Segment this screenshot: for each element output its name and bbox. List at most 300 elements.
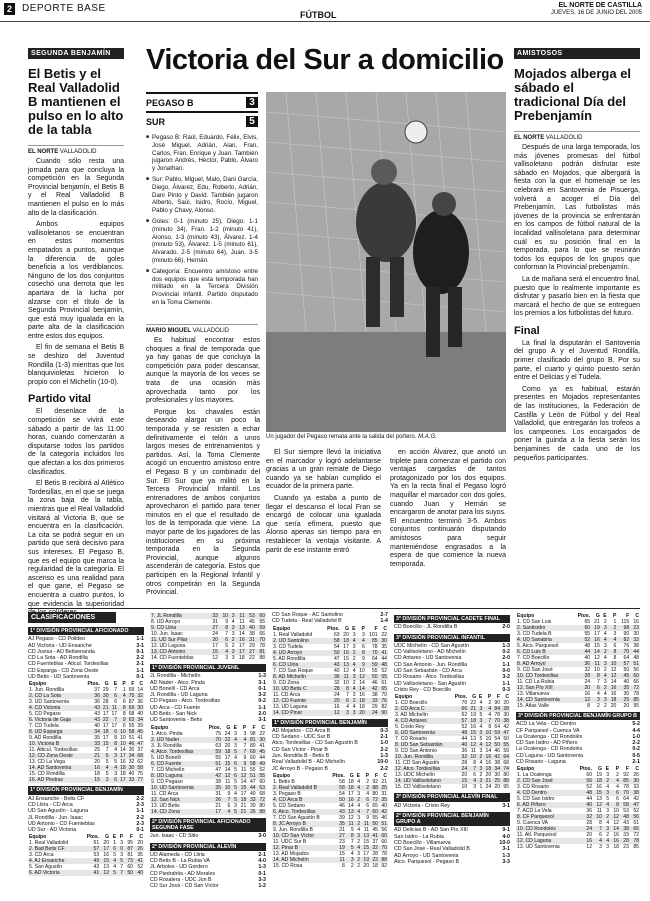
table-cell: 3 xyxy=(243,730,247,737)
table-cell: 17 xyxy=(120,753,126,760)
table-cell: 16 xyxy=(591,637,601,643)
table-cell: 3. CD Tudela B xyxy=(517,631,552,637)
main-byline xyxy=(146,324,258,334)
table-cell: 13 xyxy=(346,809,355,815)
table-cell: 15 xyxy=(100,858,110,864)
table-cell: 5 xyxy=(606,796,610,803)
match-teams: Atco. Parquesol - Pegaso B xyxy=(394,858,460,865)
match-teams: CD Fuenteblas - Aticul. Tordesillas xyxy=(28,661,109,668)
table-cell: 32 xyxy=(574,814,593,820)
column-header: C xyxy=(134,834,144,840)
table-cell: 61 xyxy=(381,679,387,686)
table-cell: 16 xyxy=(584,691,591,697)
table-cell: 12 xyxy=(613,820,619,827)
table-cell: 8 xyxy=(613,655,617,661)
fact-item: ■ Categoría: Encuentro amistoso entre dos equipos que esta temporada han militado en la Tercera División Provincial Infantil. Partido disputado en la Toma Clemente. xyxy=(146,268,258,307)
table-cell: 72 xyxy=(257,797,266,803)
table-cell: 8. AD Arroyo xyxy=(516,661,573,667)
table-cell: 85 xyxy=(630,697,640,703)
caption-text: Un jugador del Pegaso remata ante la salida del portero. xyxy=(266,434,417,440)
table-cell: 3 xyxy=(606,844,610,851)
table-cell: 18 xyxy=(593,778,603,784)
byline-city: VALLADOLID xyxy=(59,149,97,155)
table-cell: 45 xyxy=(372,826,378,833)
table-cell: 1. La Ocalenga xyxy=(517,772,552,779)
table-cell: 72 xyxy=(633,832,639,839)
table-cell: 26 xyxy=(204,797,222,803)
table-cell: 1 xyxy=(113,840,117,847)
table-cell: 33 xyxy=(247,797,256,803)
table-cell: 25 xyxy=(492,778,501,784)
table-cell: 52 xyxy=(573,637,591,643)
table-cell: 5 xyxy=(346,845,355,851)
table-cell: 20 xyxy=(610,703,617,709)
left-kicker: SEGUNDA BENJAMÍN xyxy=(28,48,124,59)
table-cell: 20 xyxy=(623,703,630,709)
fact-item: ■ Pegaso B: Raúl, Eduardo, Félix, Elvis, José Miguel, Adrián, Alan, Fran, Carlos, Fran, Enrique y Juan. También jugaron Andrés, Héctor, Pablo, Álvaro y Jonathan. xyxy=(146,134,258,173)
table-cell: 16 xyxy=(85,765,101,771)
table-cell: 3 xyxy=(234,730,237,737)
table-cell: 18 xyxy=(348,778,354,785)
column-header: G xyxy=(100,834,110,840)
right-body-2 xyxy=(514,340,640,463)
match-score: 3-2 xyxy=(258,692,266,699)
table-cell: 21 xyxy=(238,809,247,815)
table-cell: 4 xyxy=(596,691,600,697)
table-cell: 15 xyxy=(102,741,109,748)
table-cell: 76 xyxy=(623,643,630,649)
table-cell: 24 xyxy=(366,710,379,716)
table-cell: 33 xyxy=(366,698,379,704)
table-cell: 2 xyxy=(357,862,361,869)
table-cell: 43 xyxy=(93,864,100,871)
classification-heading: 2ª DIVISIÓN PROVINCIAL AFICIONADO SEGUNDA FASE xyxy=(150,818,266,833)
table-cell: 2. UD Santolino xyxy=(272,638,323,644)
table-cell: 4 xyxy=(110,858,117,864)
column-header: P xyxy=(608,613,618,619)
match-teams: Jun. Rondilla B - Betis B xyxy=(272,753,330,760)
table-cell: 101 xyxy=(369,631,378,638)
table-cell: 4 xyxy=(357,638,366,644)
table-cell: 4. AJ Ensanche xyxy=(28,858,81,864)
right-body xyxy=(514,144,640,319)
table-cell: 20 xyxy=(503,700,509,707)
match-teams: San Isidro - La Rubia xyxy=(394,833,444,840)
table-cell: 2 xyxy=(350,862,354,869)
table-cell: 4 xyxy=(603,838,610,844)
table-cell: 88 xyxy=(259,655,265,661)
table-cell: 4 xyxy=(238,737,247,743)
table-cell: 17 xyxy=(240,790,247,797)
table-cell: 6. UD Santovenia xyxy=(394,730,451,736)
result-row xyxy=(28,674,144,680)
match-score: 1-4 xyxy=(380,618,388,625)
table-cell: 12 xyxy=(483,742,492,748)
table-cell: 13 xyxy=(596,796,602,803)
table-cell: 77 xyxy=(137,777,143,784)
classification-heading: 1ª DIVISIÓN PROVINCIAL JUVENIL xyxy=(150,664,266,672)
table-cell: 3 xyxy=(357,790,361,797)
match-teams: CD San Víctor - Pinar B xyxy=(272,746,328,753)
table-cell: 18 xyxy=(239,655,245,661)
table-cell: 3 xyxy=(606,772,610,779)
table-cell: 30 xyxy=(128,765,135,772)
result-row xyxy=(394,624,510,630)
table-cell: 35 xyxy=(204,785,222,791)
table-cell: 95 xyxy=(503,784,509,791)
table-cell: 9 xyxy=(362,655,365,662)
table-cell: 21 xyxy=(85,753,101,759)
table-cell: 70 xyxy=(617,649,630,655)
match-teams: ACD La Vela - CD Dentro xyxy=(516,721,577,728)
caption-credit: M.A.G. xyxy=(418,434,437,440)
table-cell: 24 xyxy=(451,766,468,772)
table-cell: 50 xyxy=(503,736,509,743)
column-header: F xyxy=(492,694,501,700)
table-cell: 14. UD Vallisoletano xyxy=(394,778,451,784)
table-cell: 10 xyxy=(593,814,603,820)
table-cell: 16 xyxy=(236,637,246,643)
table-cell: 80 xyxy=(259,802,265,809)
match-teams: CD Vallisoletano - AD Michelín xyxy=(394,649,466,656)
table-cell: 14. CD Pinar xyxy=(272,710,323,716)
paragraph: Ambos equipos vallisoletanos se encuentran en estos momentos empatados a puntos, aunque la diferencia de goles beneficia a los verdiblancos. Ninguno de los dos conjuntos cosechó una derrota que les apartara de la lucha por alzarse con el título de la Segunda Provincial benjamín, que está muy igualada en la parte alta de la clasificación entre estos dos equipos. xyxy=(28,221,124,340)
match-score: 4-4 xyxy=(632,727,640,734)
table-cell: 35 xyxy=(137,852,143,859)
table-cell: 28 xyxy=(501,706,510,712)
table-cell: 8. UD San Sebastián xyxy=(394,742,451,748)
table-cell: 14 xyxy=(357,686,366,692)
match-teams: AD Nader - Atco. Pinda xyxy=(150,679,205,686)
table-cell: 44 xyxy=(630,649,640,655)
table-cell: 7 xyxy=(225,631,229,637)
table-cell: 40 xyxy=(137,711,143,718)
table-cell: 45 xyxy=(257,749,266,755)
column-header: E xyxy=(603,766,610,772)
table-cell: 42 xyxy=(366,686,379,692)
table-cell: 1. CD San Luis xyxy=(517,619,552,625)
table-cell: 76 xyxy=(379,698,388,704)
table-cell: 10 xyxy=(485,736,492,743)
table-cell: 81 xyxy=(247,737,256,743)
table-cell: 4 xyxy=(118,693,127,699)
table-cell: 18 xyxy=(222,749,231,755)
table-cell: 78 xyxy=(381,850,387,857)
table-cell: 74 xyxy=(501,766,510,772)
table-cell: 68 xyxy=(503,760,509,767)
result-row xyxy=(150,883,266,889)
match-score: 1-0 xyxy=(632,733,640,740)
table-cell: 32 xyxy=(451,754,468,760)
table-cell: 55 xyxy=(584,631,591,637)
column-header: E xyxy=(231,725,238,731)
table-cell: 22 xyxy=(370,857,379,863)
table-cell: 60 xyxy=(586,772,593,779)
table-cell: 3 xyxy=(341,710,350,716)
match-score: 2-2 xyxy=(136,814,144,821)
table-cell: 50 xyxy=(124,870,134,876)
table-cell: 20 xyxy=(343,631,349,638)
table-cell: 8 xyxy=(341,862,345,869)
match-teams: CD Boecillo - Villanueva xyxy=(394,840,451,847)
table-cell: 21 xyxy=(594,619,600,625)
table-cell: 48 xyxy=(633,655,639,661)
table-cell: 40 xyxy=(574,802,593,808)
table-cell: 80 xyxy=(249,742,256,749)
table-cell: 22 xyxy=(102,717,109,724)
table-cell: 12 xyxy=(610,814,620,820)
match-score: 1-1 xyxy=(136,636,144,643)
result-row xyxy=(394,687,510,693)
paragraph: Cuando sólo resta una jornada para que concluya la competición en la Segunda Provincial benjamín, el Betis B y el Real Valladolid B mantienen el pulso en lo más alto de la clasificación. xyxy=(28,158,124,217)
table-cell: 18 xyxy=(483,766,492,772)
table-cell: 20 xyxy=(494,784,501,791)
table-cell: 5. CD San Isidro xyxy=(517,796,555,803)
score-row-away xyxy=(146,111,258,130)
column-header: C xyxy=(135,681,144,687)
match-teams: CD Juvisa - AD Betisenanda xyxy=(28,648,95,655)
right-kicker: AMISTOSOS xyxy=(514,48,640,59)
table-cell: 2 xyxy=(355,797,361,803)
table-cell: 40 xyxy=(333,667,340,674)
table-cell: 92 xyxy=(372,778,378,785)
table-cell: 15. CD Rondilla xyxy=(29,771,65,778)
table-cell: 13. UDC Michelín xyxy=(395,772,435,779)
table-cell: 44 xyxy=(247,785,256,791)
main-headline: Victoria del Sur a domicilio xyxy=(146,44,504,76)
table-cell: 14 xyxy=(348,802,354,809)
table-cell: 8. UD Laguna xyxy=(150,773,204,779)
table-cell: 11. Atl. Parquesol xyxy=(517,832,557,839)
photo-illustration xyxy=(266,92,506,432)
column-header: Ptos. xyxy=(573,613,591,619)
table-cell: 14. AD Michelín xyxy=(272,857,329,863)
table-cell: 2 xyxy=(355,821,361,827)
table-cell: 52 xyxy=(381,667,387,674)
table-cell: 9. CD Zona xyxy=(273,679,300,686)
table-cell: 15 xyxy=(594,643,600,649)
table-cell: 66 xyxy=(381,838,387,845)
match-teams: Jun. Isaac - CD Sitio xyxy=(150,833,199,840)
table-cell: 0 xyxy=(117,846,124,852)
table-cell: 4 xyxy=(350,850,354,857)
column-header: P xyxy=(483,694,492,700)
table-cell: 95 xyxy=(127,840,134,847)
table-cell: 10 xyxy=(483,730,492,736)
table-cell: 12 xyxy=(594,655,600,661)
table-cell: 10 xyxy=(468,754,477,760)
table-cell: 6 xyxy=(122,723,126,730)
table-cell: 6 xyxy=(599,832,602,839)
table-row xyxy=(516,703,640,709)
table-cell: 2 xyxy=(608,625,618,631)
table-cell: 2. Real Valladolid B xyxy=(272,785,329,791)
match-score: 2-2 xyxy=(136,655,144,662)
match-score: 3-0 xyxy=(258,833,266,840)
match-score: 4-0 xyxy=(502,833,510,840)
table-cell: 6 xyxy=(110,729,119,735)
table-cell: 43 xyxy=(85,717,101,723)
table-cell: 20 xyxy=(363,862,370,869)
table-cell: 63 xyxy=(215,742,222,749)
table-cell: 38 xyxy=(494,760,501,767)
match-score: 2-3 xyxy=(136,820,144,827)
table-cell: 6 xyxy=(110,846,117,852)
table-cell: 40 xyxy=(94,723,100,730)
table-cell: 60 xyxy=(379,833,388,839)
table-cell: 65 xyxy=(584,619,591,625)
table-cell: 90 xyxy=(494,700,501,707)
table-cell: 50 xyxy=(323,650,341,656)
table-cell: 3 xyxy=(477,706,483,712)
table-cell: 30 xyxy=(249,802,256,809)
table-cell: 9 xyxy=(366,814,370,821)
table-cell: 50 xyxy=(623,667,630,673)
table-cell: 36 xyxy=(573,661,591,667)
table-cell: 56 xyxy=(630,814,640,820)
table-cell: 12. San Pío XIII xyxy=(516,685,573,691)
table-cell: 11 xyxy=(329,857,346,863)
table-cell: 13. UD Santovenia xyxy=(517,844,560,851)
table-cell: 30 xyxy=(623,691,630,697)
table-cell: 2 xyxy=(366,778,370,785)
match-score: 0-1 xyxy=(258,685,266,692)
table-cell: 19 xyxy=(361,857,370,863)
table-cell: 4 xyxy=(603,655,607,661)
column-header: C xyxy=(630,766,640,772)
table-cell: 78 xyxy=(630,838,640,844)
match-teams: CD San Roque - AC Santolino xyxy=(272,612,343,618)
table-cell: 4 xyxy=(357,778,361,785)
match-score: 2-1 xyxy=(258,851,266,858)
table-cell: 12 xyxy=(608,673,618,679)
match-teams: CD Betis B - La Rubia VA xyxy=(150,858,210,865)
byline-source: EL NORTE xyxy=(28,149,59,155)
away-team: SUR xyxy=(146,116,166,127)
match-teams: CD Laguna - UD Santovenia xyxy=(516,752,584,759)
result-row xyxy=(272,618,388,624)
match-teams: UD San Sebastián - CD Arca xyxy=(394,668,463,675)
table-cell: 16 xyxy=(613,832,619,839)
table-cell: 14 xyxy=(610,826,620,832)
table-cell: 68 xyxy=(259,790,265,797)
match-teams: AJ Ensanche - Betis CF xyxy=(28,795,85,802)
classification-heading: 3ª DIVISIÓN PROVINCIAL CADETE FINAL xyxy=(394,615,510,623)
sport-label: FÚTBOL xyxy=(300,10,337,20)
table-cell: 3 xyxy=(357,850,361,857)
table-cell: 8 xyxy=(346,833,355,839)
table-cell: 6 xyxy=(110,777,119,783)
table-cell: 63 xyxy=(333,631,340,638)
table-cell: 31 xyxy=(246,637,256,643)
table-cell: 11 xyxy=(591,661,601,667)
table-cell: 31 xyxy=(339,826,345,833)
table-cell: 8 xyxy=(599,820,602,827)
table-cell: 4 xyxy=(101,765,110,771)
table-cell: 2 xyxy=(352,655,356,662)
table-cell: 8 xyxy=(122,711,126,718)
table-cell: 36 xyxy=(85,693,101,699)
table-cell: 7 xyxy=(110,717,119,723)
table-cell: 7 xyxy=(593,826,603,832)
table-cell: 4 xyxy=(606,784,610,791)
table-cell: 1 xyxy=(479,784,483,791)
table-cell: 30 xyxy=(633,631,639,637)
table-cell: 98 xyxy=(249,730,256,737)
match-teams: UD Vallisoletano - San Agustín xyxy=(394,680,467,687)
table-cell: 6 xyxy=(110,693,119,699)
table-cell: 34 xyxy=(137,717,143,724)
table-cell: 46 xyxy=(371,679,378,686)
column-header: Equipo xyxy=(272,773,329,779)
table-cell: 13 xyxy=(361,833,370,839)
column-header: E xyxy=(110,681,119,687)
table-cell: 3 xyxy=(601,625,608,631)
table-cell: 6. Atco. Tordesillas xyxy=(272,809,329,815)
match-score: 2-0 xyxy=(502,655,510,662)
table-cell: 66 xyxy=(451,706,468,712)
table-cell: 85 xyxy=(620,778,630,784)
table-cell: 4 xyxy=(603,802,610,808)
table-cell: 51 xyxy=(204,761,222,767)
table-cell: 40 xyxy=(381,802,387,809)
page-number: 2 xyxy=(4,3,15,15)
table-cell: 8 xyxy=(587,703,591,709)
column-header: F xyxy=(124,834,134,840)
table-cell: 5 xyxy=(231,749,238,755)
table-cell: 2. CD San José xyxy=(516,778,574,784)
table-cell: 5 xyxy=(479,736,483,743)
table-cell: 27 xyxy=(246,649,256,655)
result-row xyxy=(28,827,144,833)
table-cell: 4 xyxy=(606,820,610,827)
table-cell: 75 xyxy=(137,771,143,778)
table-cell: 16 xyxy=(103,852,110,859)
standings-table xyxy=(150,613,266,661)
table-cell: 5 xyxy=(105,771,109,778)
table-cell: 15 xyxy=(209,649,219,655)
table-cell: 8. JC Arroyo B xyxy=(272,821,329,827)
table-cell: 18 xyxy=(120,771,126,778)
table-cell: 9 xyxy=(357,662,366,668)
table-cell: 37 xyxy=(94,687,100,694)
match-teams: CD Esparga - CD Zona Oeste xyxy=(28,667,99,674)
table-cell: 25 xyxy=(94,747,100,754)
table-cell: 29 xyxy=(371,703,378,710)
table-cell: 59 xyxy=(256,625,266,631)
table-cell: 20 xyxy=(357,710,366,716)
table-cell: 40 xyxy=(623,679,630,685)
match-score: 4-0 xyxy=(258,858,266,865)
table-cell: 4. CD Dentro xyxy=(516,790,574,796)
table-cell: 3 xyxy=(362,631,365,638)
table-cell: 59 xyxy=(366,662,379,668)
column-header: G xyxy=(591,613,601,619)
table-cell: 88 xyxy=(379,857,388,863)
table-cell: 59 xyxy=(492,730,501,736)
table-cell: 22 xyxy=(259,730,265,737)
match-score: 1-1 xyxy=(136,808,144,815)
table-cell: 19 xyxy=(596,772,602,779)
match-score: 0-5 xyxy=(632,752,640,759)
table-cell: 13 xyxy=(236,625,246,631)
table-cell: 33 xyxy=(623,832,629,839)
table-cell: 40 xyxy=(451,742,468,748)
column-header: E xyxy=(601,613,608,619)
right-story xyxy=(514,48,640,463)
table-cell: 58 xyxy=(247,761,256,767)
table-cell: 55 xyxy=(215,754,222,761)
